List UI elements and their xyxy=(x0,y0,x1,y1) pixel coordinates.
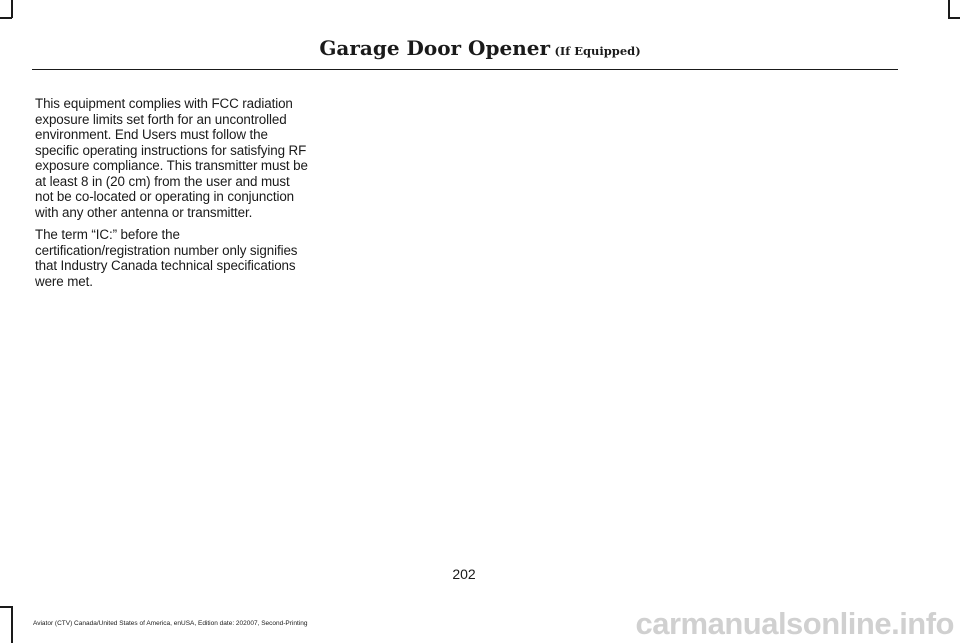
footer-edition-text: Aviator (CTV) Canada/United States of America, enUSA, Edition date: 202007, Second-Printing xyxy=(33,620,308,627)
crop-mark-bottom-left-vertical xyxy=(11,606,13,643)
crop-mark-top-right-vertical xyxy=(948,0,950,18)
page-number: 202 xyxy=(452,566,476,582)
crop-mark-bottom-left-horizontal xyxy=(0,606,12,608)
watermark-text: carmanualsonline.info xyxy=(635,606,954,641)
page-subtitle: (If Equipped) xyxy=(554,44,641,58)
crop-mark-top-right-horizontal xyxy=(948,17,960,19)
crop-mark-top-left-horizontal xyxy=(0,17,12,19)
header-divider xyxy=(32,69,898,70)
paragraph-fcc-exposure: This equipment complies with FCC radiation exposure limits set forth for an uncontrolled environment. End Users must follow the specific operating instructions for satisfying RF exposure compliance. This transmitter must be at least 8 in (20 cm) from the user and must not be co-located or operating in conjunction with any other antenna or transmitter. xyxy=(35,96,308,220)
crop-mark-top-left-vertical xyxy=(11,0,13,18)
body-column xyxy=(35,96,309,296)
paragraph-ic-term: The term “IC:” before the certification/registration number only signifies that Industry Canada technical specifications were met. xyxy=(35,227,298,289)
page-title: Garage Door Opener xyxy=(319,36,550,60)
page-header xyxy=(0,36,960,60)
